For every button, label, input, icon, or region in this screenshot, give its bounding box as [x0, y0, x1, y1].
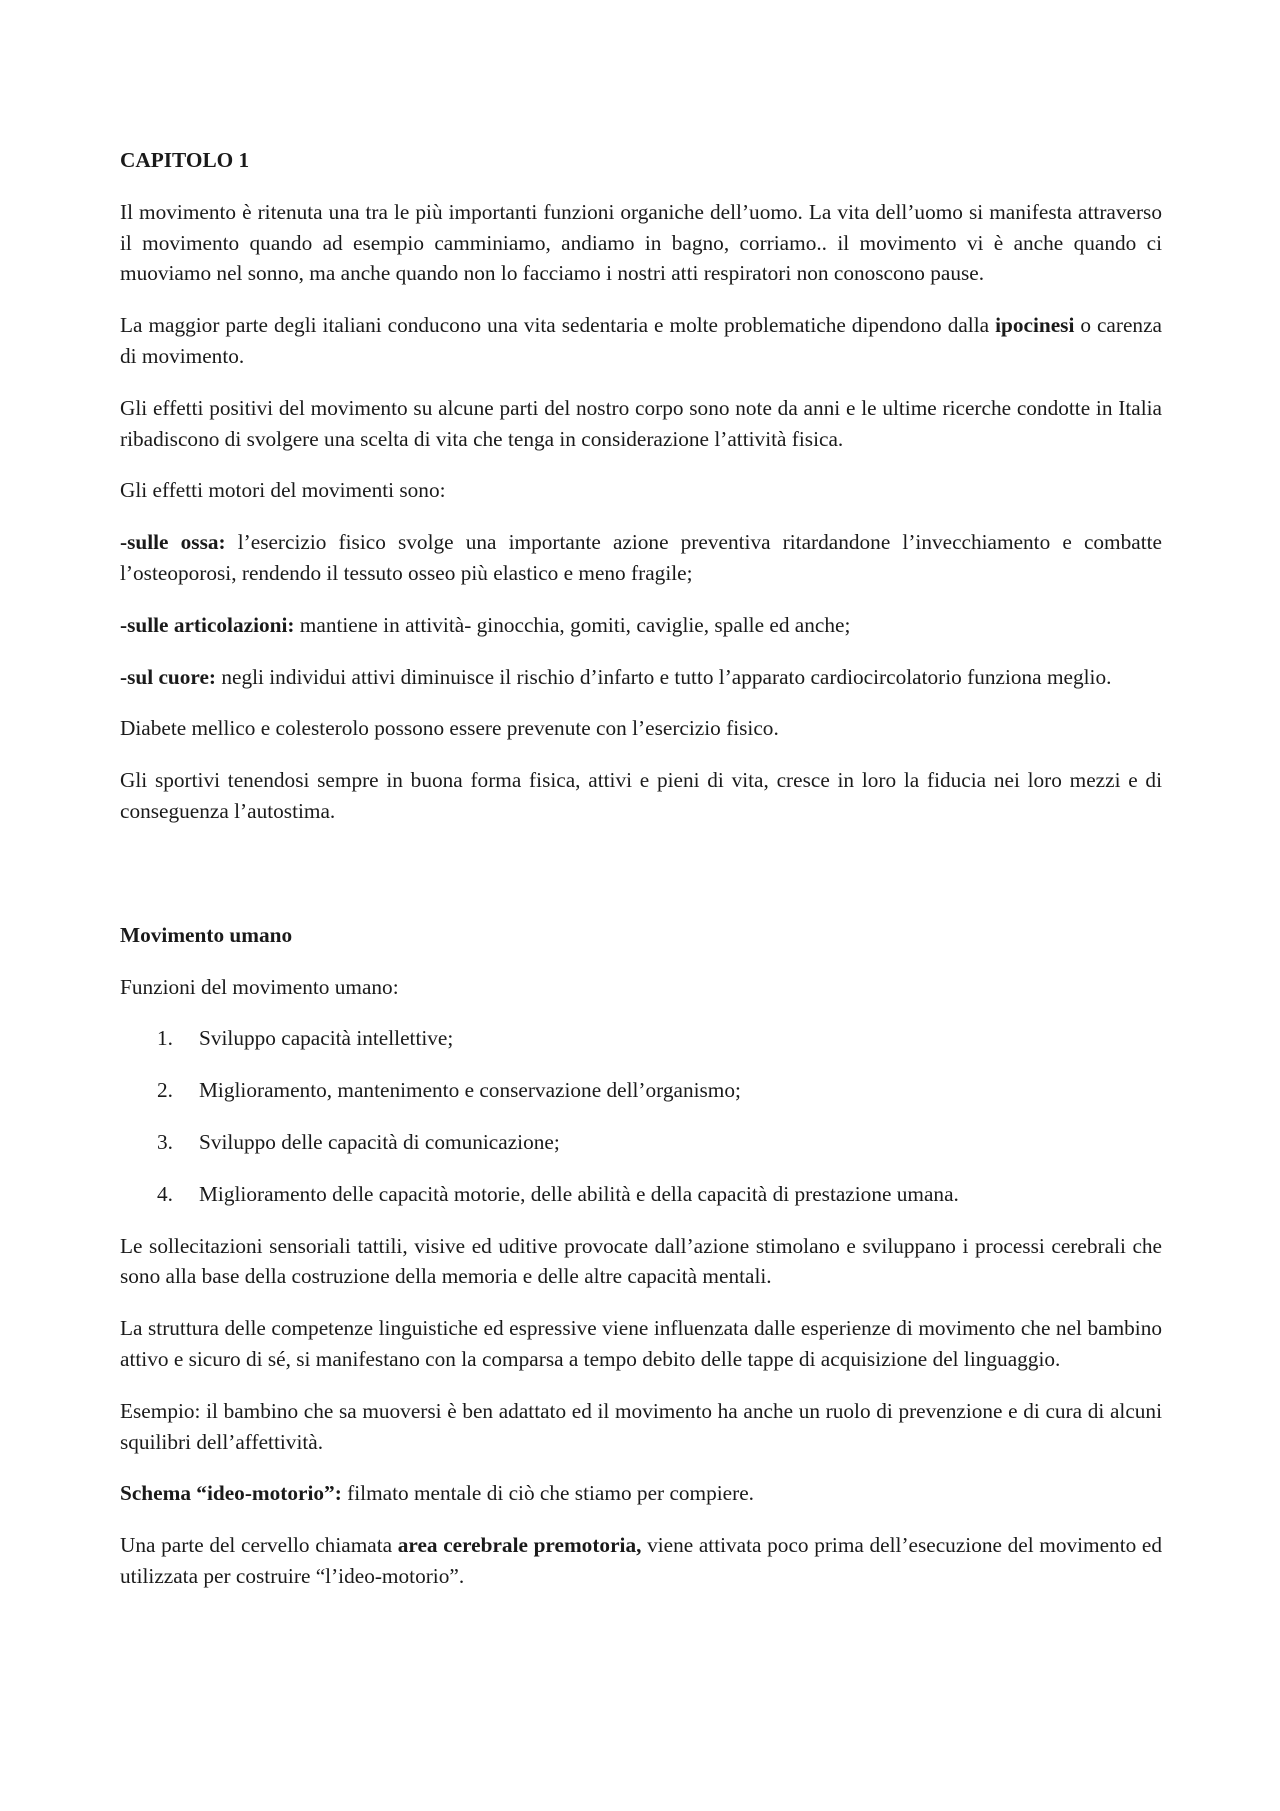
- diabetes-paragraph: Diabete mellico e colesterolo possono essere prevenute con l’esercizio fisico.: [120, 716, 779, 741]
- intro-paragraph-2-start: La maggior parte degli italiani conducono una vita sedentaria e molte problematiche dipendono dalla: [120, 313, 996, 338]
- effect-bones-text: l’esercizio fisico svolge una importante azione preventiva ritardandone l’invecchiamento e combatte l’osteoporosi, rendendo il tessuto osseo più elastico e meno fragile;: [120, 530, 1162, 585]
- schema-paragraph: [120, 1478, 1162, 1509]
- list-item: [120, 1179, 1162, 1210]
- list-item-number: 4.: [157, 1181, 173, 1206]
- effect-bones-label: -sulle ossa:: [120, 530, 226, 555]
- functions-intro: Funzioni del movimento umano:: [120, 974, 399, 999]
- functions-list: [120, 1023, 1162, 1209]
- effect-heart-label: -sul cuore:: [120, 664, 217, 689]
- effect-heart-text: negli individui attivi diminuisce il rischio d’infarto e tutto l’apparato cardiocircolatorio funziona meglio.: [216, 664, 1112, 689]
- section-spacer: [120, 848, 1162, 920]
- sensory-paragraph: Le sollecitazioni sensoriali tattili, visive ed uditive provocate dall’azione stimolano e sviluppano i processi cerebrali che sono alla base della costruzione della memoria e delle altre capacità mentali.: [120, 1233, 1162, 1289]
- list-item-number: 2.: [157, 1078, 173, 1103]
- intro-paragraph-2: [120, 310, 1162, 372]
- schema-label: Schema “ideo-motorio”:: [120, 1481, 342, 1506]
- effect-heart: [120, 662, 1162, 693]
- document-page: [120, 145, 1162, 1613]
- section-title: Movimento umano: [120, 922, 293, 947]
- premotor-paragraph: [120, 1530, 1162, 1592]
- intro-paragraph-2-end: o carenza di movimento.: [120, 313, 1162, 368]
- language-paragraph: La struttura delle competenze linguistiche ed espressive viene influenzata dalle esperienze di movimento che nel bambino attivo e sicuro di sé, si manifestano con la comparsa a tempo debito delle tappe di acquisizione del linguaggio.: [120, 1316, 1162, 1371]
- chapter-title: CAPITOLO 1: [120, 148, 250, 172]
- list-item-text: Sviluppo capacità intellettive;: [199, 1026, 454, 1051]
- intro-paragraph-4: Gli effetti motori del movimenti sono:: [120, 478, 446, 503]
- intro-paragraph-3: Gli effetti positivi del movimento su alcune parti del nostro corpo sono note da anni e le ultime ricerche condotte in Italia ribadiscono di svolgere una scelta di vita che tenga in considerazione l’attività fisica.: [120, 395, 1162, 451]
- effect-joints-text: mantiene in attività- ginocchia, gomiti, caviglie, spalle ed anche;: [294, 612, 851, 637]
- intro-paragraph-1: Il movimento è ritenuta una tra le più importanti funzioni organiche dell’uomo. La vita dell’uomo si manifesta attraverso il movimento quando ad esempio camminiamo, andiamo in bagno, corriamo.. il movimento vi è anche quando ci muoviamo nel sonno, ma anche quando non lo facciamo i nostri atti respiratori non conoscono pause.: [120, 199, 1162, 286]
- list-item: [120, 1127, 1162, 1158]
- list-item-number: 3.: [157, 1129, 173, 1154]
- list-item-text: Sviluppo delle capacità di comunicazione;: [199, 1129, 560, 1154]
- list-item-number: 1.: [157, 1026, 173, 1051]
- effect-joints: [120, 610, 1162, 641]
- list-item-text: Miglioramento, mantenimento e conservazione dell’organismo;: [199, 1078, 741, 1103]
- effect-bones: [120, 527, 1162, 589]
- term-premotor-area: area cerebrale premotoria,: [397, 1533, 642, 1558]
- schema-text: filmato mentale di ciò che stiamo per compiere.: [341, 1481, 754, 1506]
- effect-joints-label: -sulle articolazioni:: [120, 612, 295, 637]
- example-paragraph: Esempio: il bambino che sa muoversi è ben adattato ed il movimento ha anche un ruolo di prevenzione e di cura di alcuni squilibri dell’affettività.: [120, 1398, 1162, 1454]
- premotor-start: Una parte del cervello chiamata: [120, 1533, 398, 1558]
- premotor-end: viene attivata poco prima dell’esecuzione del movimento ed utilizzata per costruire “l’ideo-motorio”.: [120, 1533, 1163, 1588]
- list-item-text: Miglioramento delle capacità motorie, delle abilità e della capacità di prestazione umana.: [199, 1181, 959, 1206]
- term-ipocinesi: ipocinesi: [995, 313, 1075, 338]
- self-esteem-paragraph: Gli sportivi tenendosi sempre in buona forma fisica, attivi e pieni di vita, cresce in loro la fiducia nei loro mezzi e di conseguenza l’autostima.: [120, 768, 1162, 823]
- list-item: [120, 1023, 1162, 1054]
- list-item: [120, 1075, 1162, 1106]
